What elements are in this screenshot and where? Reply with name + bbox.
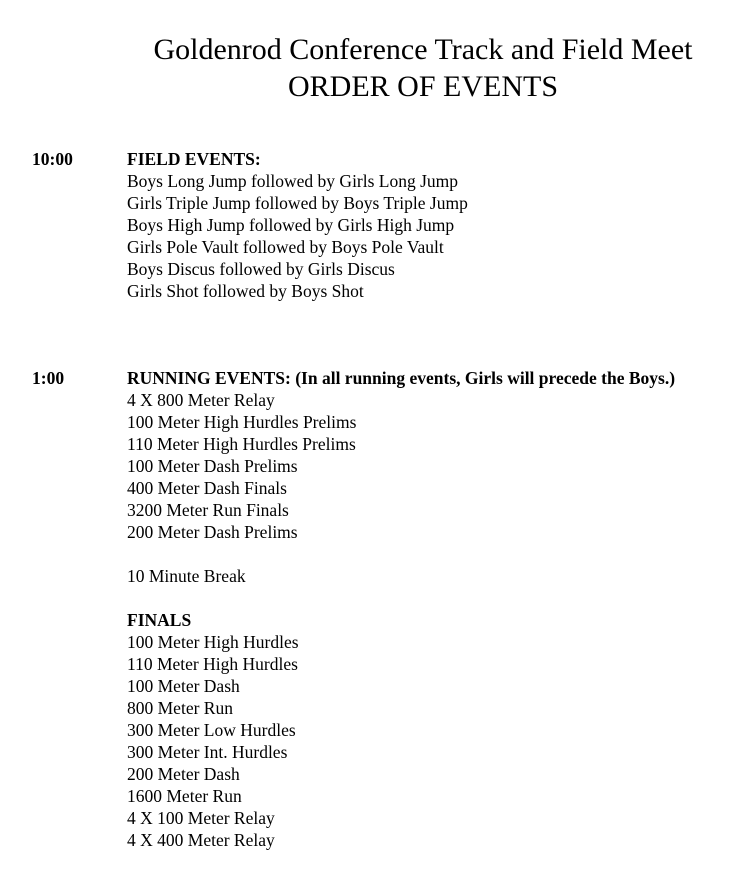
field-session-time: 10:00 [32, 149, 73, 169]
running-event-item: 100 Meter Dash Prelims [127, 456, 298, 476]
finals-event-item: 800 Meter Run [127, 698, 233, 718]
field-event-item: Girls Shot followed by Boys Shot [127, 281, 364, 301]
finals-event-item: 110 Meter High Hurdles [127, 654, 298, 674]
finals-event-item: 100 Meter Dash [127, 676, 240, 696]
field-events-section [127, 148, 468, 302]
finals-event-item: 200 Meter Dash [127, 764, 240, 784]
finals-event-item: 4 X 100 Meter Relay [127, 808, 275, 828]
field-events-heading: FIELD EVENTS: [127, 149, 261, 169]
running-session-time: 1:00 [32, 368, 65, 388]
document-header [98, 31, 748, 105]
document-title: Goldenrod Conference Track and Field Meet [153, 33, 693, 66]
running-event-item: 100 Meter High Hurdles Prelims [127, 412, 357, 432]
field-event-item: Boys High Jump followed by Girls High Jump [127, 215, 455, 235]
finals-event-item: 100 Meter High Hurdles [127, 632, 299, 652]
spacer [127, 543, 675, 565]
running-events-section [127, 367, 675, 851]
running-event-item: 4 X 800 Meter Relay [127, 390, 275, 410]
finals-event-item: 4 X 400 Meter Relay [127, 830, 275, 850]
spacer [127, 587, 675, 609]
running-event-item: 400 Meter Dash Finals [127, 478, 287, 498]
running-event-item: 3200 Meter Run Finals [127, 500, 289, 520]
finals-event-item: 300 Meter Int. Hurdles [127, 742, 288, 762]
break-note: 10 Minute Break [127, 566, 246, 586]
finals-event-item: 1600 Meter Run [127, 786, 242, 806]
field-event-item: Girls Pole Vault followed by Boys Pole Vault [127, 237, 444, 257]
running-events-heading: RUNNING EVENTS: (In all running events, Girls will precede the Boys.) [127, 368, 676, 388]
document-subtitle: ORDER OF EVENTS [287, 70, 558, 103]
field-event-item: Boys Discus followed by Girls Discus [127, 259, 395, 279]
field-event-item: Boys Long Jump followed by Girls Long Jump [127, 171, 459, 191]
finals-event-item: 300 Meter Low Hurdles [127, 720, 296, 740]
field-event-item: Girls Triple Jump followed by Boys Triple Jump [127, 193, 468, 213]
running-event-item: 200 Meter Dash Prelims [127, 522, 298, 542]
finals-heading: FINALS [127, 610, 192, 630]
running-event-item: 110 Meter High Hurdles Prelims [127, 434, 356, 454]
